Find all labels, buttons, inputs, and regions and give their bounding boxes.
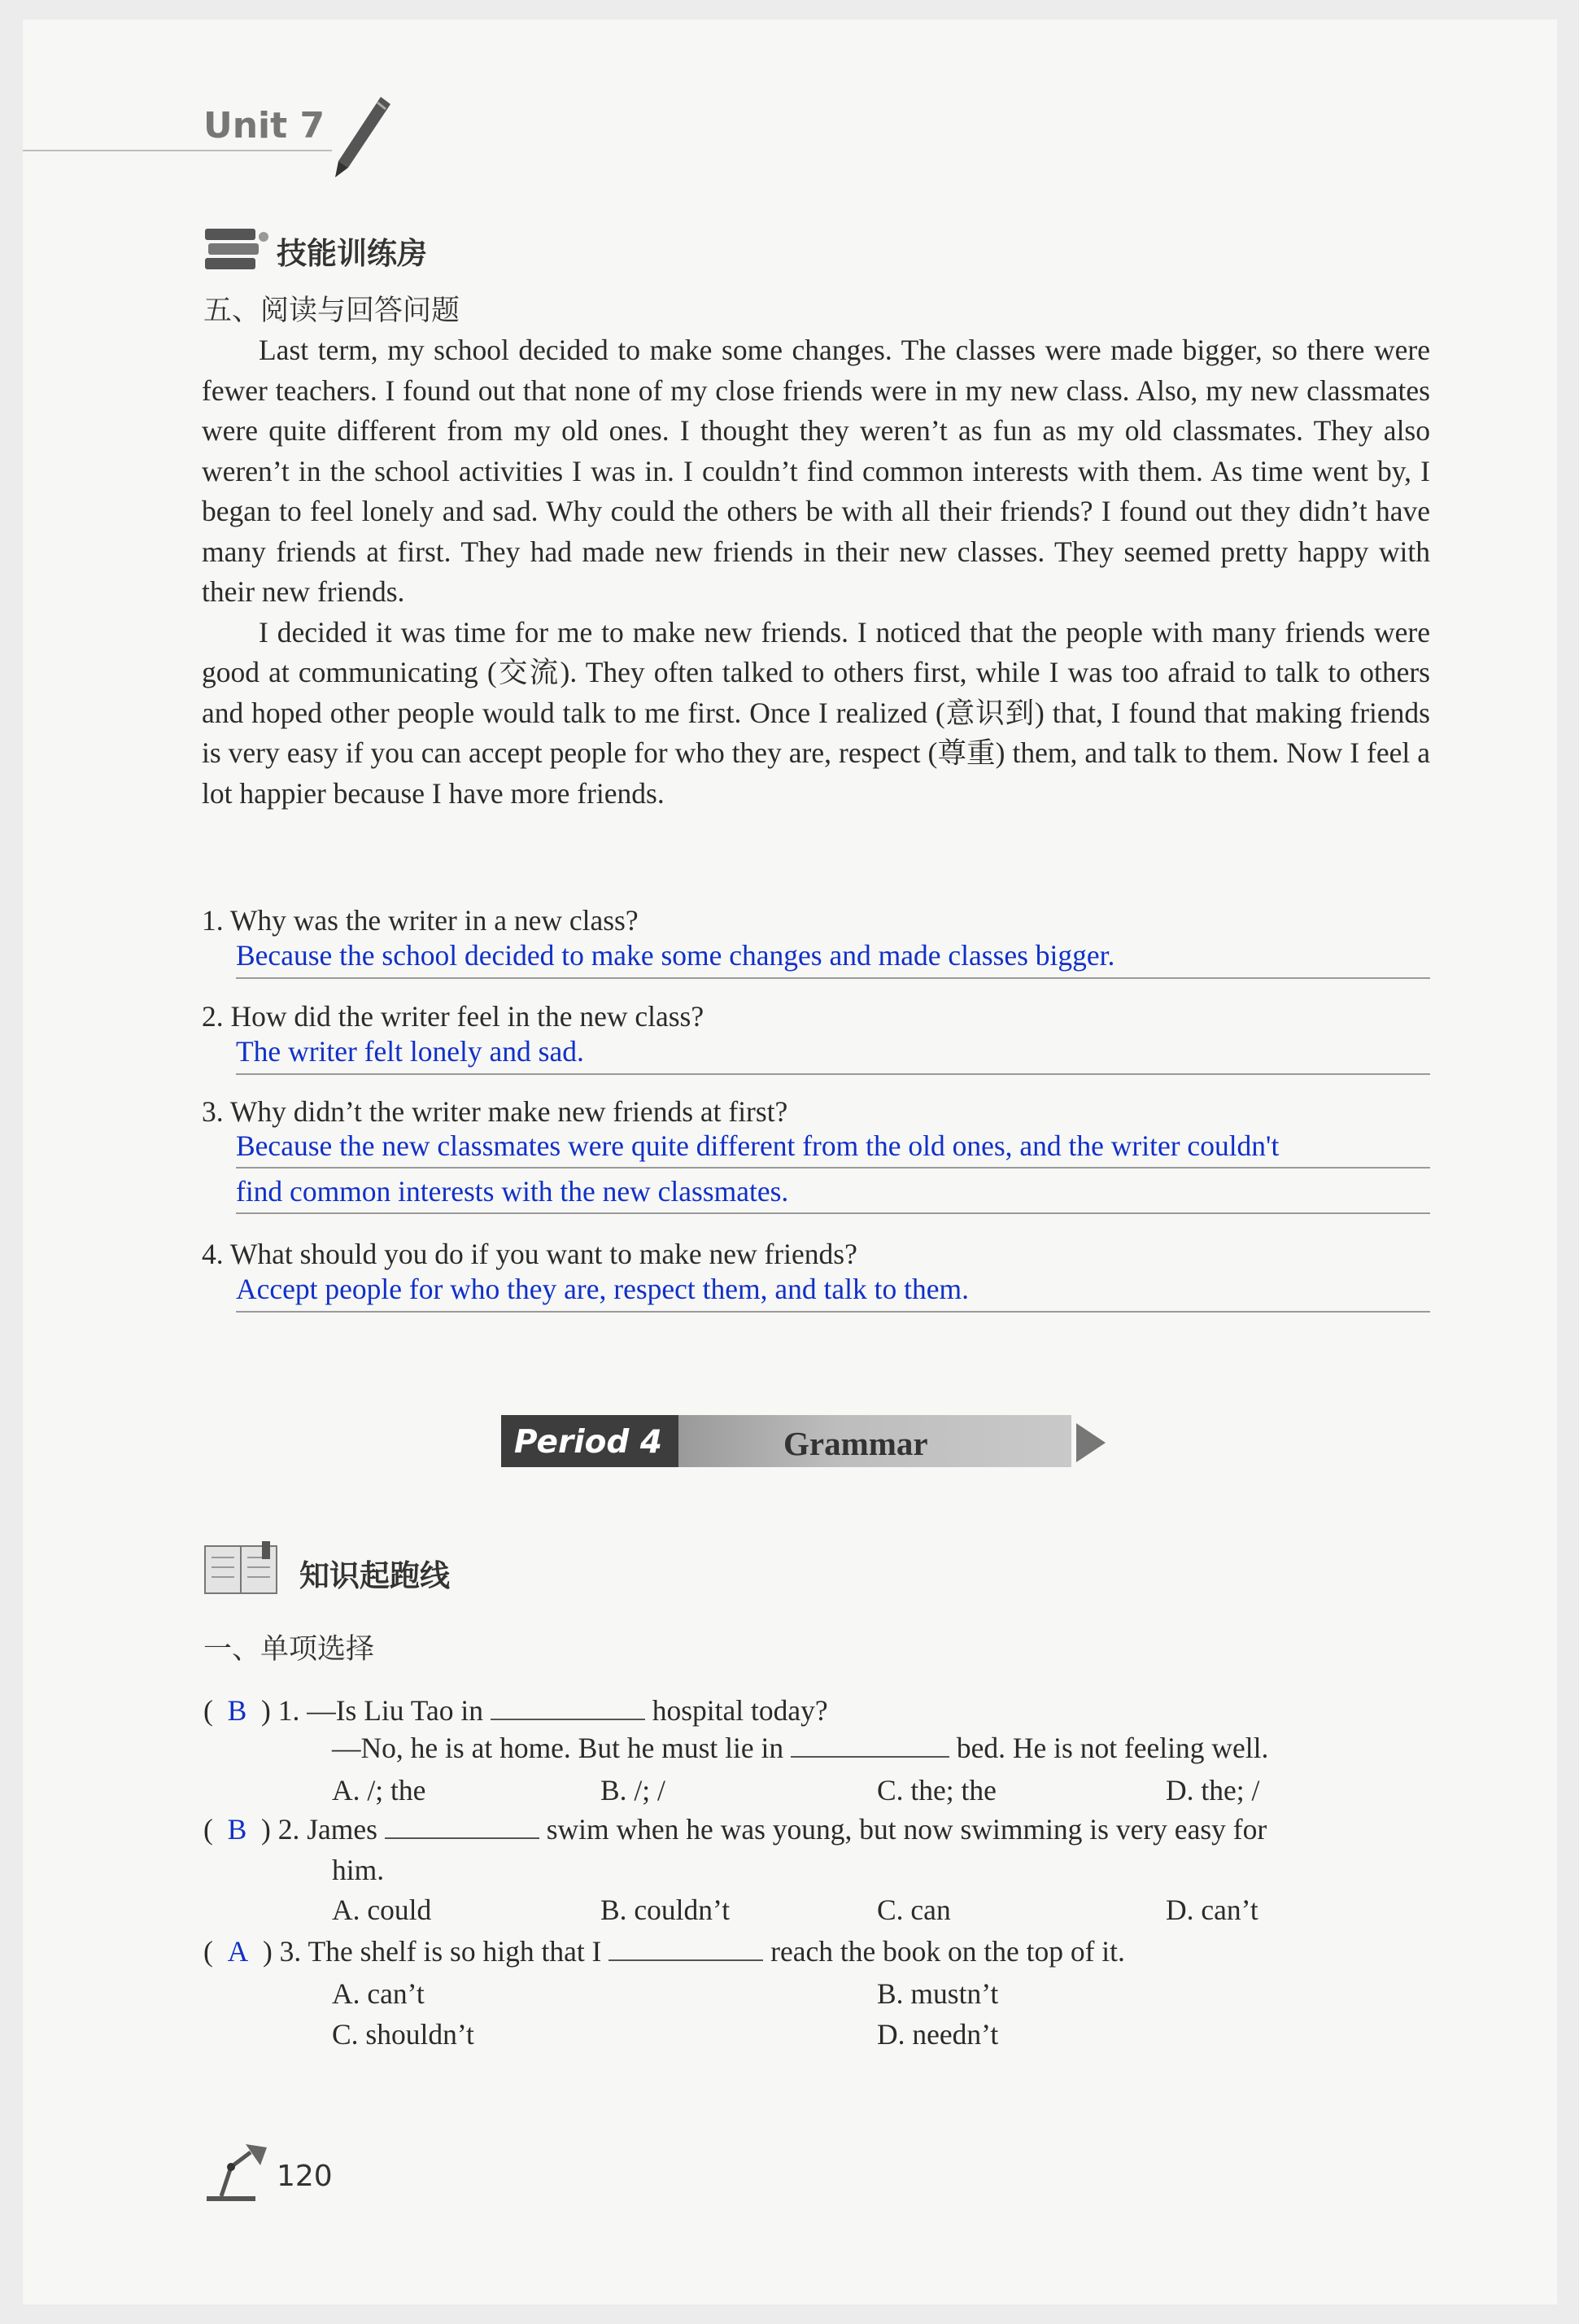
mcq-2: ( B ) 2. James swim when he was young, but now swimming is very easy for (203, 1810, 1267, 1849)
mcq-1-option-d: D. the; / (1166, 1774, 1260, 1806)
answer-3: Because the new classmates were quite different from the old ones, and the writer couldn't (236, 1129, 1280, 1162)
page (23, 20, 1557, 2304)
mcq-2-option-a: A. could (332, 1894, 432, 1926)
reading-passage (202, 330, 1430, 814)
section-skill-subtitle: 五、阅读与回答问题 (203, 295, 460, 327)
section-knowledge-subtitle: 一、单项选择 (203, 1633, 375, 1666)
answer-line (236, 977, 1430, 979)
answer-line (236, 1311, 1430, 1313)
blank (608, 1932, 763, 1961)
books-icon (203, 219, 277, 280)
mcq-3-stem-a: ) 3. The shelf is so high that I (262, 1935, 602, 1968)
question-4: 4. What should you do if you want to make new friends? (202, 1238, 857, 1270)
open-book-icon (203, 1541, 285, 1602)
answer-2: The writer felt lonely and sad. (236, 1035, 584, 1068)
answer-1: Because the school decided to make some changes and made classes bigger. (236, 939, 1115, 972)
mcq-3-stem-b: reach the book on the top of it. (770, 1935, 1125, 1968)
mcq-2-stem-c: him. (332, 1854, 385, 1886)
period-label: Period 4 (514, 1424, 663, 1461)
blank (791, 1728, 949, 1758)
mcq-1: ( B ) 1. —Is Liu Tao in hospital today? (203, 1691, 828, 1730)
mcq-2-option-b: B. couldn’t (600, 1894, 731, 1926)
answer-3-continued: find common interests with the new classmates. (236, 1175, 789, 1208)
mcq-3-option-c: C. shouldn’t (332, 2018, 474, 2051)
mcq-2-answer: B (227, 1813, 247, 1846)
answer-line (236, 1167, 1430, 1169)
header-rule (23, 150, 332, 151)
mcq-1-stem-d: bed. He is not feeling well. (956, 1732, 1269, 1764)
mcq-1-option-b: B. /; / (600, 1774, 665, 1806)
answer-4: Accept people for who they are, respect them, and talk to them. (236, 1273, 969, 1305)
page-number: 120 (277, 2160, 333, 2193)
mcq-1-option-c: C. the; the (877, 1774, 997, 1806)
section-knowledge-title: 知识起跑线 (299, 1558, 450, 1593)
answer-line (236, 1212, 1430, 1214)
mcq-3: ( A ) 3. The shelf is so high that I reach the book on the top of it. (203, 1932, 1125, 1971)
mcq-1-option-a: A. /; the (332, 1774, 426, 1806)
mcq-3-option-a: A. can’t (332, 1977, 425, 2010)
mcq-1-stem-b: hospital today? (652, 1694, 828, 1727)
mcq-1-stem-a: ) 1. —Is Liu Tao in (261, 1694, 483, 1727)
arrow-right-icon (1076, 1423, 1106, 1462)
pen-icon (324, 93, 397, 186)
answer-line (236, 1073, 1430, 1075)
mcq-2-stem-b: swim when he was young, but now swimming is very easy for (546, 1813, 1267, 1846)
desk-lamp-icon (203, 2139, 277, 2208)
mcq-2-option-c: C. can (877, 1894, 951, 1926)
question-3: 3. Why didn’t the writer make new friends at first? (202, 1095, 788, 1128)
question-2: 2. How did the writer feel in the new class? (202, 1000, 704, 1033)
mcq-3-option-b: B. mustn’t (877, 1977, 999, 2010)
blank (491, 1691, 645, 1720)
mcq-3-answer: A (227, 1935, 249, 1968)
blank (385, 1810, 539, 1839)
passage-paragraph-1: Last term, my school decided to make some changes. The classes were made bigger, so there were fewer teachers. I found out that none of my close friends were in my new class. Also, my new classmates were quite different from my old ones. I thought they weren’t as fun as my old classmates. They also weren’t in the school activities I was in. I couldn’t find common interests with them. As time went by, I began to feel lonely and sad. Why could the others be with all their friends? I found out they didn’t have many friends at first. They had made new friends in their new classes. They seemed pretty happy with their new friends. (202, 334, 1430, 608)
section-skill-title: 技能训练房 (277, 236, 427, 271)
period-topic: Grammar (783, 1425, 928, 1462)
mcq-2-stem-a: ) 2. James (261, 1813, 377, 1846)
unit-title: Unit 7 (203, 105, 325, 146)
mcq-2-option-d: D. can’t (1166, 1894, 1258, 1926)
mcq-1-answer: B (227, 1694, 247, 1727)
mcq-1-stem-c: —No, he is at home. But he must lie in (332, 1732, 784, 1764)
passage-paragraph-2: I decided it was time for me to make new friends. I noticed that the people with many friends were good at communicating (交流). They often talked to others first, while I was too afraid to talk to others and hoped other people would talk to me first. Once I realized (意识到) that, I found that making friends is very easy if you can accept people for who they are, respect (尊重) them, and talk to them. Now I feel a lot happier because I have more friends. (202, 615, 1430, 810)
mcq-1-line2 (332, 1728, 1268, 1767)
mcq-3-option-d: D. needn’t (877, 2018, 999, 2051)
question-1: 1. Why was the writer in a new class? (202, 904, 639, 937)
